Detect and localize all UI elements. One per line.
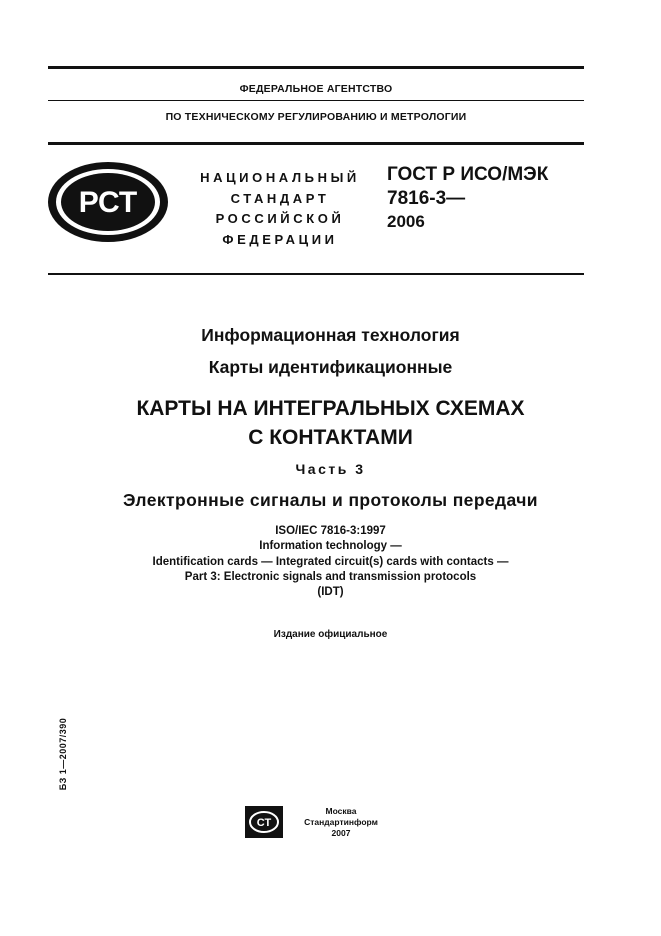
iso-ref-line-2: Information technology — [259,540,402,552]
agency-line-2: ПО ТЕХНИЧЕСКОМУ РЕГУЛИРОВАНИЮ И МЕТРОЛОГИИ [165,111,467,123]
publisher-logo-letters: СТ [256,817,272,829]
title-line-1: Информационная технология [201,325,460,345]
header-divider [48,142,584,145]
edition-label: Издание официальное [273,629,388,640]
iso-ref-line-4: Part 3: Electronic signals and transmission protocols [184,571,477,583]
publisher-info [290,806,392,839]
iso-ref-line-3: Identification cards — Integrated circuit(s) cards with contacts — [152,556,509,568]
gost-logo [46,160,170,244]
part-number: Часть 3 [295,461,366,477]
top-rule [48,66,584,69]
standard-code-line-1: ГОСТ Р ИСО/МЭК [387,164,549,185]
standartinform-logo-icon [245,806,283,838]
publisher-city: Москва [325,806,357,816]
agency-divider [48,100,584,101]
publisher-year: 2007 [331,828,351,838]
standard-code-line-3: 2006 [387,212,425,231]
national-line-2: СТАНДАРТ [230,191,330,206]
national-line-1: НАЦИОНАЛЬНЫЙ [200,170,360,185]
block-divider [48,273,584,275]
subtitle: Электронные сигналы и протоколы передачи [123,490,538,510]
agency-line-1: ФЕДЕРАЛЬНОЕ АГЕНТСТВО [239,83,393,95]
main-title-line-2: С КОНТАКТАМИ [248,426,413,449]
iso-ref-line-5: (IDT) [317,586,344,598]
national-line-4: ФЕДЕРАЦИИ [222,232,338,247]
standard-code-line-2: 7816-3— [387,188,466,209]
rst-emblem-icon [46,160,170,244]
publisher-logo [245,806,283,838]
main-title-line-1: КАРТЫ НА ИНТЕГРАЛЬНЫХ СХЕМАХ [136,397,525,420]
national-line-3: РОССИЙСКОЙ [215,211,345,226]
iso-ref-line-1: ISO/IEC 7816-3:1997 [275,525,386,537]
title-line-2: Карты идентификационные [208,357,453,377]
side-note: БЗ 1—2007/390 [58,717,68,791]
publisher-name: Стандартинформ [304,817,378,827]
logo-letters: РСТ [78,186,138,219]
